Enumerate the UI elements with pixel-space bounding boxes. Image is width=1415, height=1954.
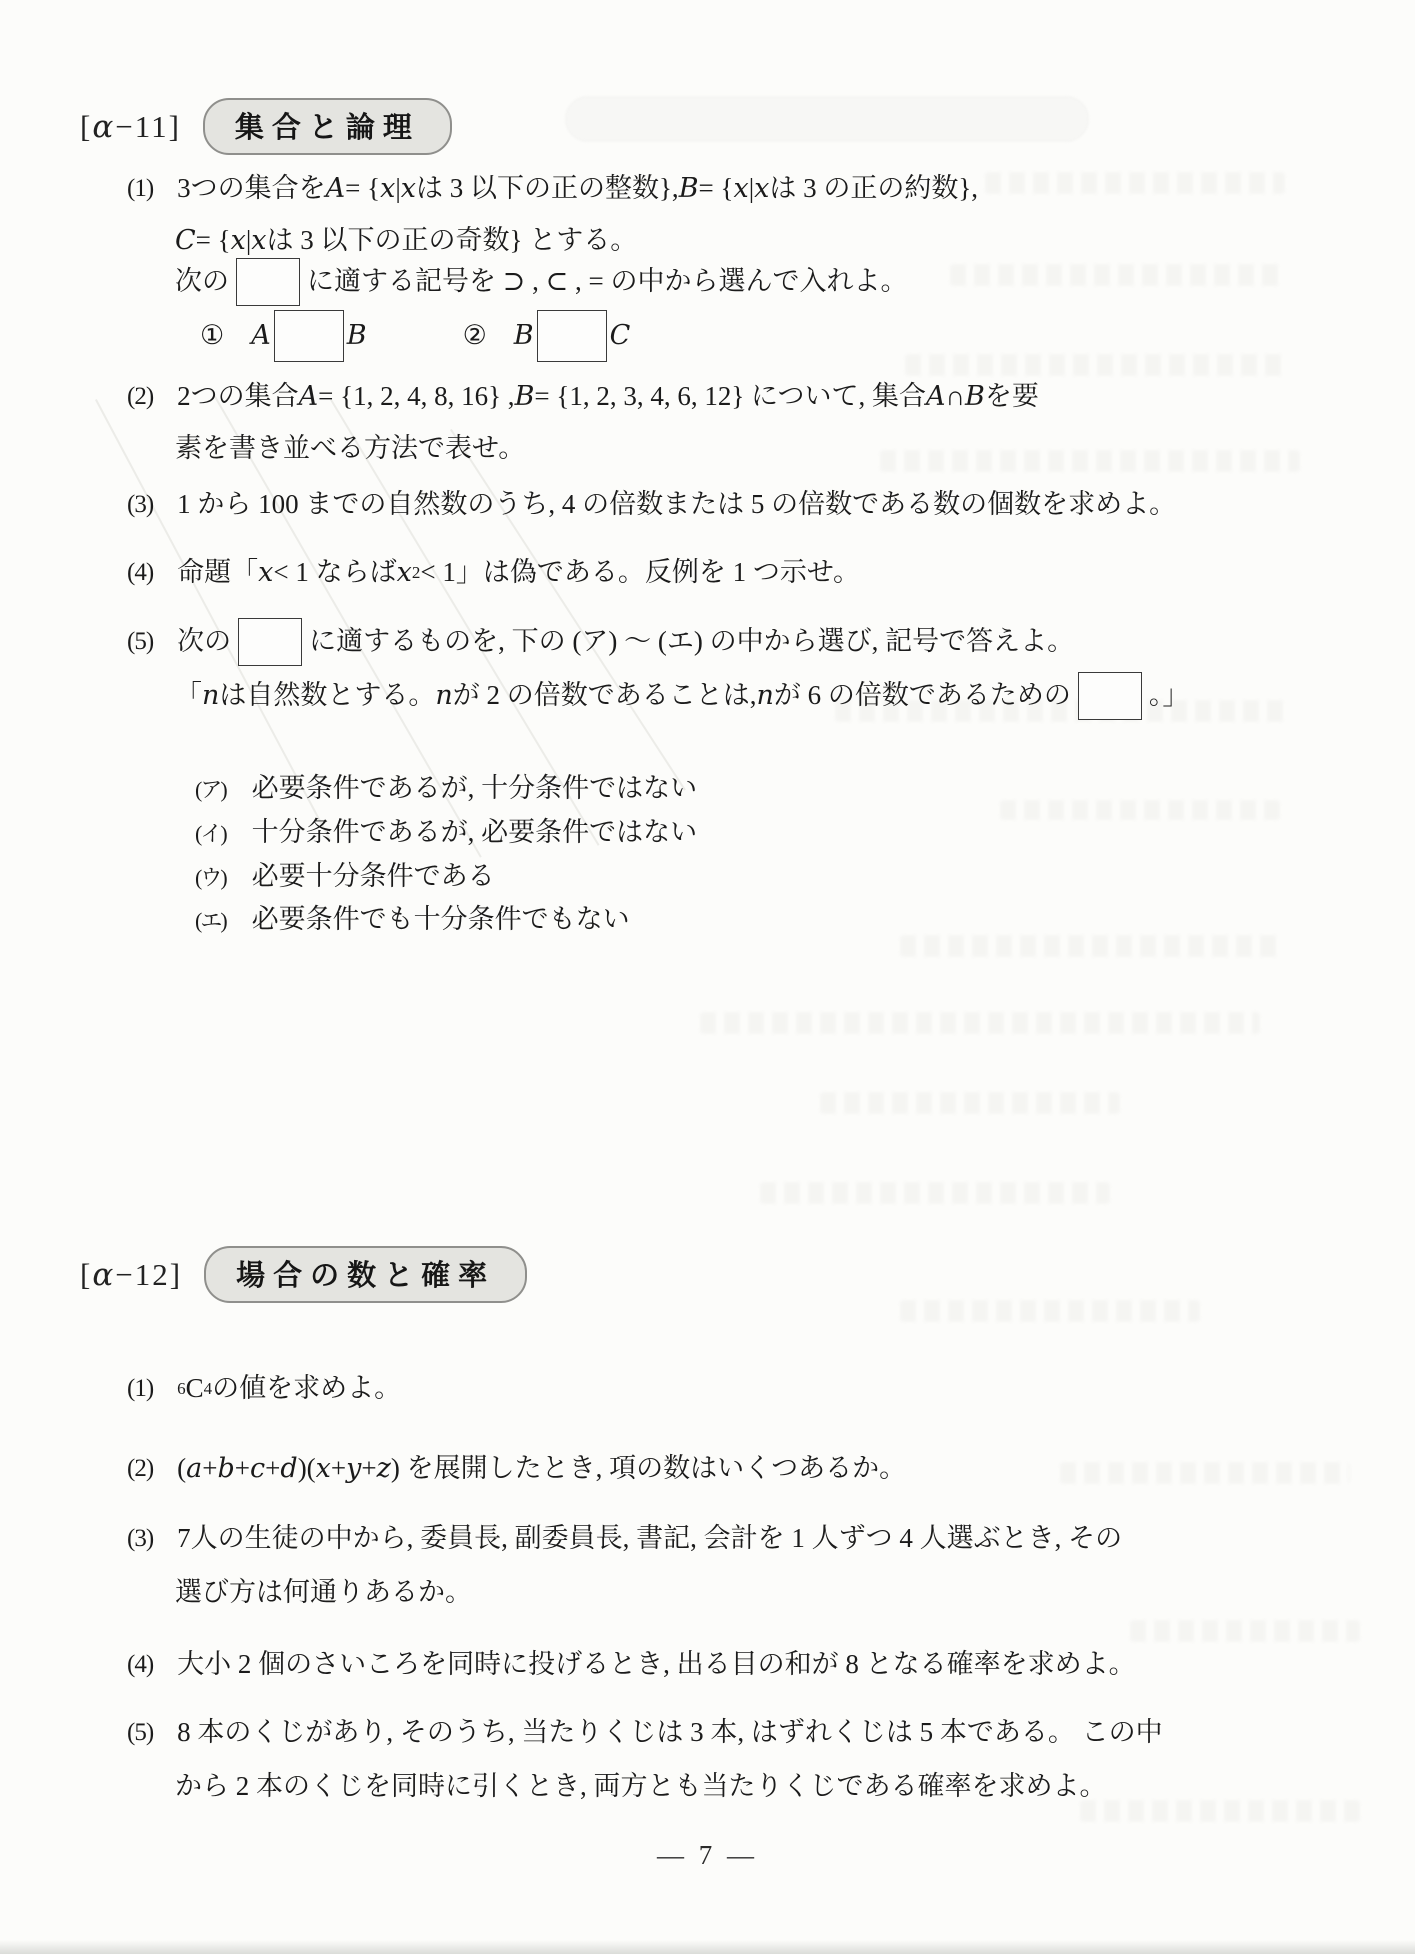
blank-answer-box (1078, 672, 1142, 720)
question-number: (2) (127, 383, 154, 411)
question-text: 3つの集合を A = { x | x は 3 以下の正の整数}, B = { x | x は 3 の正の約数}, (177, 173, 979, 204)
blank-answer-box (236, 258, 300, 306)
bleed-through-artifact (565, 96, 1089, 142)
question-text: から 2 本のくじを同時に引くとき, 両方とも当たりくじである確率を求めよ。 (175, 1771, 1107, 1801)
section-1-header (80, 98, 452, 155)
question-text: 命題「 x < 1 ならば x 2 < 1」は偽である。反例を 1 つ示せ。 (177, 557, 861, 588)
bleed-through-artifact (760, 1182, 1110, 1204)
question-text: 素を書き並べる方法で表せ。 (175, 433, 526, 463)
section-2-header (80, 1246, 527, 1303)
option-row (195, 766, 697, 805)
option-row (195, 897, 630, 936)
question-text: 選び方は何通りあるか。 (175, 1577, 472, 1607)
bleed-through-artifact (820, 1092, 1120, 1114)
bleed-through-artifact (700, 1012, 1260, 1034)
question-text: 6 C 4 の値を求めよ。 (177, 1373, 402, 1403)
question-text: 「 n は自然数とする。 n が 2 の倍数であることは, n が 6 の倍数であるための 。」 (175, 672, 1189, 720)
question-text: ( a + b + c + d )( x + y + z ) を展開したとき, 項の数はいくつあるか。 (177, 1453, 907, 1484)
question-line (127, 1716, 1163, 1750)
question-number: (4) (127, 1651, 154, 1679)
question-number: (4) (127, 559, 154, 587)
bleed-through-artifact (905, 354, 1285, 376)
question-line (175, 1770, 1107, 1804)
question-text: 8 本のくじがあり, そのうち, 当たりくじは 3 本, はずれくじは 5 本である。 この中 (177, 1717, 1163, 1747)
option-label: (イ) (195, 821, 226, 846)
bleed-through-artifact (985, 172, 1285, 194)
question-line (127, 488, 1176, 522)
option-text: 必要条件でも十分条件でもない (251, 904, 630, 934)
question-text: 7人の生徒の中から, 委員長, 副委員長, 書記, 会計を 1 人ずつ 4 人選ぶとき, その (177, 1523, 1123, 1553)
question-text: ① A B ② B C (200, 310, 630, 362)
question-line (127, 380, 1039, 414)
section-1-tag: [α−11] (80, 108, 181, 145)
blank-answer-box (238, 618, 302, 666)
question-line (175, 432, 525, 466)
question-number: (3) (127, 491, 154, 519)
question-text: 大小 2 個のさいころを同時に投げるとき, 出る目の和が 8 となる確率を求めよ。 (177, 1649, 1136, 1679)
question-line (127, 1372, 401, 1406)
question-text: 2つの集合 A = {1, 2, 4, 8, 16} , B = {1, 2, 3, 4, 6, 12} について, 集合 A ∩ B を要 (177, 381, 1039, 412)
question-number: (5) (127, 628, 154, 656)
question-text: 次の に適するものを, 下の (ア) ～ (エ) の中から選び, 記号で答えよ。 (177, 618, 1074, 666)
question-line (127, 1452, 906, 1486)
question-line (200, 310, 630, 362)
question-number: (2) (127, 1455, 154, 1483)
question-text: 1 から 100 までの自然数のうち, 4 の倍数または 5 の倍数である数の個数を求めよ。 (177, 489, 1177, 519)
crease-line (450, 429, 686, 791)
section-2-title-badge: 場合の数と確率 (204, 1246, 527, 1303)
scan-edge-shadow (0, 1940, 1415, 1954)
question-number: (1) (127, 1375, 154, 1403)
bleed-through-artifact (950, 264, 1280, 286)
question-number: (5) (127, 1719, 154, 1747)
question-line (175, 258, 907, 306)
question-line (127, 172, 978, 206)
question-line (127, 1648, 1136, 1682)
option-label: (ウ) (195, 865, 226, 890)
question-line (127, 1522, 1122, 1556)
bleed-through-artifact (900, 1300, 1200, 1322)
option-row (195, 854, 495, 893)
question-line (127, 556, 860, 590)
blank-answer-box (537, 310, 607, 362)
question-number: (1) (127, 175, 154, 203)
bleed-through-artifact (1080, 1800, 1360, 1822)
question-line (175, 672, 1189, 720)
section-1-title-badge: 集合と論理 (203, 98, 452, 155)
question-line (175, 1576, 472, 1610)
option-text: 十分条件であるが, 必要条件ではない (251, 817, 698, 847)
question-text: 次の に適する記号を ⊃ , ⊂ , = の中から選んで入れよ。 (175, 258, 907, 306)
bleed-through-artifact (880, 450, 1300, 472)
question-line (127, 618, 1074, 666)
bleed-through-artifact (900, 935, 1280, 957)
bleed-through-artifact (1000, 800, 1280, 820)
section-2-tag: [α−12] (80, 1256, 183, 1293)
question-text: C = { x | x は 3 以下の正の奇数} とする。 (175, 225, 638, 256)
option-text: 必要十分条件である (251, 861, 495, 891)
question-line (175, 224, 637, 258)
option-label: (エ) (195, 908, 226, 933)
option-row (195, 810, 697, 849)
option-label: (ア) (195, 777, 226, 802)
bleed-through-artifact (1060, 1462, 1350, 1484)
bleed-through-artifact (1130, 1620, 1360, 1642)
blank-answer-box (274, 310, 344, 362)
option-text: 必要条件であるが, 十分条件ではない (251, 773, 698, 803)
page-number: — 7 — (657, 1840, 758, 1870)
question-number: (3) (127, 1525, 154, 1553)
